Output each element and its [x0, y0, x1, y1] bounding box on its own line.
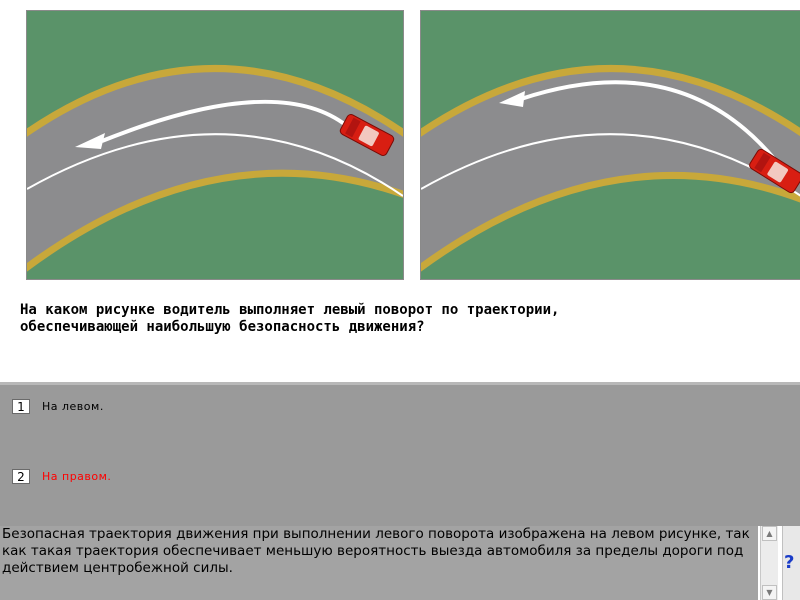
- answer-option-1[interactable]: [12, 399, 104, 414]
- right-picture: [420, 10, 800, 280]
- answer-label-2[interactable]: На правом.: [42, 470, 112, 483]
- scroll-down-icon[interactable]: ▼: [762, 585, 777, 600]
- left-picture: [26, 10, 404, 280]
- explanation-scrollbar[interactable]: [760, 526, 778, 600]
- answer-number-2[interactable]: 2: [12, 469, 30, 484]
- explanation-text: Безопасная траектория движения при выполнении левого поворота изображена на левом рисунке, так как такая траектория обеспечивает меньшую вероятность выезда автомобиля за пределы дороги под действием центробежной силы.: [0, 526, 758, 600]
- answer-label-1[interactable]: На левом.: [42, 400, 104, 413]
- help-icon: ?: [784, 552, 795, 573]
- answers-panel: [0, 382, 800, 526]
- help-button[interactable]: [782, 526, 800, 600]
- question-text: На каком рисунке водитель выполняет левый поворот по траектории, обеспечивающей наибольшую безопасность движения?: [20, 302, 560, 335]
- scroll-up-icon[interactable]: ▲: [762, 526, 777, 541]
- answer-option-2[interactable]: [12, 469, 111, 484]
- answer-number-1[interactable]: 1: [12, 399, 30, 414]
